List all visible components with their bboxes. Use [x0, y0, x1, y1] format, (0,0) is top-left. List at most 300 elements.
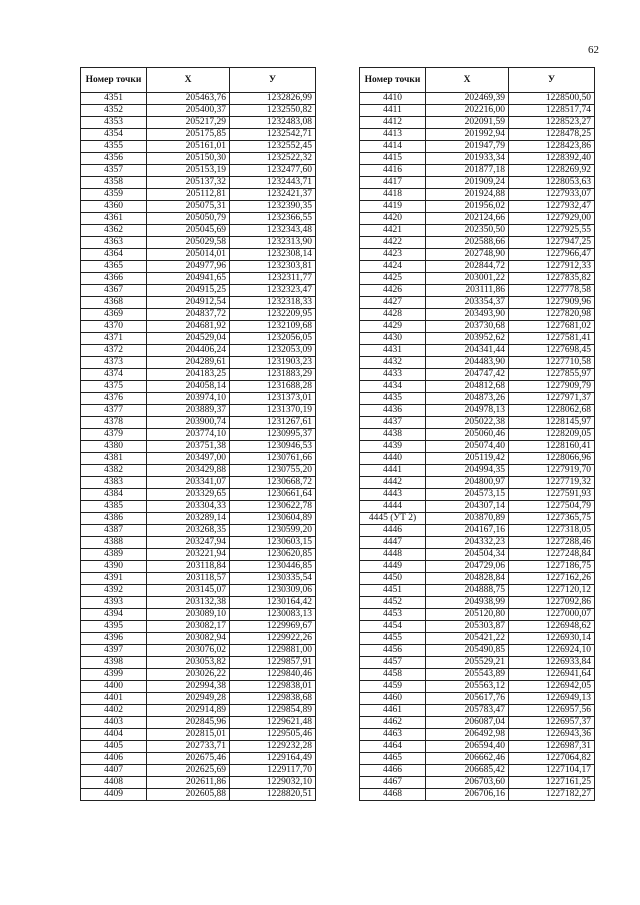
y-coordinate-cell: 1227365,75	[509, 513, 595, 525]
x-coordinate-cell: 205014,01	[147, 249, 230, 261]
point-number-cell: 4353	[81, 117, 147, 129]
x-coordinate-cell: 203289,14	[147, 513, 230, 525]
point-number-cell: 4423	[360, 249, 426, 261]
x-coordinate-cell: 203304,33	[147, 501, 230, 513]
point-number-cell: 4449	[360, 561, 426, 573]
table-row	[360, 309, 595, 321]
x-coordinate-cell: 204289,61	[147, 357, 230, 369]
y-coordinate-cell: 1231903,23	[230, 357, 316, 369]
table-row	[360, 297, 595, 309]
x-coordinate-cell: 204938,99	[426, 597, 509, 609]
x-coordinate-cell: 201924,88	[426, 189, 509, 201]
y-coordinate-cell: 1230446,85	[230, 561, 316, 573]
y-coordinate-cell: 1227909,96	[509, 297, 595, 309]
table-row	[360, 585, 595, 597]
y-coordinate-cell: 1230335,54	[230, 573, 316, 585]
y-coordinate-cell: 1230661,64	[230, 489, 316, 501]
x-coordinate-cell: 202091,59	[426, 117, 509, 129]
point-number-cell: 4354	[81, 129, 147, 141]
point-number-cell: 4453	[360, 609, 426, 621]
point-number-cell: 4434	[360, 381, 426, 393]
y-coordinate-cell: 1230946,53	[230, 441, 316, 453]
y-coordinate-cell: 1232421,37	[230, 189, 316, 201]
point-number-cell: 4430	[360, 333, 426, 345]
x-coordinate-cell: 205137,32	[147, 177, 230, 189]
y-coordinate-cell: 1226930,14	[509, 633, 595, 645]
table-row	[81, 201, 316, 213]
table-row	[81, 273, 316, 285]
point-number-cell: 4406	[81, 753, 147, 765]
x-coordinate-cell: 206594,40	[426, 741, 509, 753]
table-row	[81, 657, 316, 669]
point-number-cell: 4367	[81, 285, 147, 297]
x-coordinate-cell: 203076,02	[147, 645, 230, 657]
x-coordinate-cell: 204729,06	[426, 561, 509, 573]
y-coordinate-cell: 1226948,62	[509, 621, 595, 633]
x-coordinate-cell: 201956,02	[426, 201, 509, 213]
point-number-cell: 4371	[81, 333, 147, 345]
y-coordinate-cell: 1230083,13	[230, 609, 316, 621]
y-coordinate-cell: 1232109,68	[230, 321, 316, 333]
point-number-cell: 4385	[81, 501, 147, 513]
table-row	[360, 705, 595, 717]
x-coordinate-cell: 202844,72	[426, 261, 509, 273]
x-coordinate-cell: 202949,28	[147, 693, 230, 705]
table-row	[360, 489, 595, 501]
x-coordinate-cell: 203900,74	[147, 417, 230, 429]
y-coordinate-cell: 1230604,89	[230, 513, 316, 525]
x-coordinate-cell: 204800,97	[426, 477, 509, 489]
y-coordinate-cell: 1229032,10	[230, 777, 316, 789]
y-coordinate-cell: 1227909,79	[509, 381, 595, 393]
table-row	[360, 141, 595, 153]
point-number-cell: 4394	[81, 609, 147, 621]
y-coordinate-cell: 1232323,47	[230, 285, 316, 297]
point-number-cell: 4413	[360, 129, 426, 141]
point-number-cell: 4397	[81, 645, 147, 657]
table-row	[360, 477, 595, 489]
point-number-cell: 4424	[360, 261, 426, 273]
x-coordinate-cell: 202815,01	[147, 729, 230, 741]
point-number-cell: 4429	[360, 321, 426, 333]
x-coordinate-cell: 205400,37	[147, 105, 230, 117]
table-row	[360, 741, 595, 753]
header-x: X	[147, 68, 230, 93]
point-number-cell: 4455	[360, 633, 426, 645]
x-coordinate-cell: 205150,30	[147, 153, 230, 165]
y-coordinate-cell: 1228478,25	[509, 129, 595, 141]
y-coordinate-cell: 1227835,82	[509, 273, 595, 285]
table-row	[81, 225, 316, 237]
point-number-cell: 4464	[360, 741, 426, 753]
x-coordinate-cell: 202675,46	[147, 753, 230, 765]
point-number-cell: 4421	[360, 225, 426, 237]
point-number-cell: 4393	[81, 597, 147, 609]
point-number-cell: 4356	[81, 153, 147, 165]
x-coordinate-cell: 205563,12	[426, 681, 509, 693]
x-coordinate-cell: 205543,89	[426, 669, 509, 681]
y-coordinate-cell: 1226957,37	[509, 717, 595, 729]
x-coordinate-cell: 201947,79	[426, 141, 509, 153]
point-number-cell: 4463	[360, 729, 426, 741]
y-coordinate-cell: 1226957,56	[509, 705, 595, 717]
point-number-cell: 4401	[81, 693, 147, 705]
point-number-cell: 4442	[360, 477, 426, 489]
x-coordinate-cell: 202845,96	[147, 717, 230, 729]
table-row	[81, 261, 316, 273]
table-row	[81, 789, 316, 801]
point-number-cell: 4351	[81, 93, 147, 105]
x-coordinate-cell: 202588,66	[426, 237, 509, 249]
point-number-cell: 4466	[360, 765, 426, 777]
x-coordinate-cell: 204341,44	[426, 345, 509, 357]
table-row	[360, 153, 595, 165]
point-number-cell: 4366	[81, 273, 147, 285]
point-number-cell: 4384	[81, 489, 147, 501]
point-number-cell: 4440	[360, 453, 426, 465]
x-coordinate-cell: 203354,37	[426, 297, 509, 309]
table-header-row	[360, 68, 595, 93]
y-coordinate-cell: 1232522,32	[230, 153, 316, 165]
point-number-cell: 4468	[360, 789, 426, 801]
x-coordinate-cell: 206703,60	[426, 777, 509, 789]
table-row	[81, 297, 316, 309]
y-coordinate-cell: 1229969,67	[230, 621, 316, 633]
y-coordinate-cell: 1227855,97	[509, 369, 595, 381]
y-coordinate-cell: 1227681,02	[509, 321, 595, 333]
x-coordinate-cell: 204529,04	[147, 333, 230, 345]
x-coordinate-cell: 203221,94	[147, 549, 230, 561]
y-coordinate-cell: 1227933,07	[509, 189, 595, 201]
point-number-cell: 4407	[81, 765, 147, 777]
point-number-cell: 4416	[360, 165, 426, 177]
point-number-cell: 4408	[81, 777, 147, 789]
y-coordinate-cell: 1226949,13	[509, 693, 595, 705]
x-coordinate-cell: 202914,89	[147, 705, 230, 717]
table-row	[81, 369, 316, 381]
table-row	[360, 513, 595, 525]
x-coordinate-cell: 205060,46	[426, 429, 509, 441]
table-row	[360, 729, 595, 741]
y-coordinate-cell: 1227120,12	[509, 585, 595, 597]
point-number-cell: 4359	[81, 189, 147, 201]
x-coordinate-cell: 205303,87	[426, 621, 509, 633]
table-row	[360, 357, 595, 369]
table-row	[360, 549, 595, 561]
table-row	[360, 345, 595, 357]
y-coordinate-cell: 1227912,33	[509, 261, 595, 273]
table-row	[81, 177, 316, 189]
point-number-cell: 4437	[360, 417, 426, 429]
point-number-cell: 4382	[81, 465, 147, 477]
table-row	[81, 153, 316, 165]
point-number-cell: 4435	[360, 393, 426, 405]
table-row	[81, 345, 316, 357]
y-coordinate-cell: 1232311,77	[230, 273, 316, 285]
point-number-cell: 4439	[360, 441, 426, 453]
point-number-cell: 4441	[360, 465, 426, 477]
x-coordinate-cell: 203089,10	[147, 609, 230, 621]
table-row	[360, 405, 595, 417]
y-coordinate-cell: 1229840,46	[230, 669, 316, 681]
point-number-cell: 4414	[360, 141, 426, 153]
y-coordinate-cell: 1226924,10	[509, 645, 595, 657]
x-coordinate-cell: 206662,46	[426, 753, 509, 765]
table-row	[81, 765, 316, 777]
point-number-cell: 4438	[360, 429, 426, 441]
y-coordinate-cell: 1227504,79	[509, 501, 595, 513]
x-coordinate-cell: 205463,76	[147, 93, 230, 105]
point-number-cell: 4362	[81, 225, 147, 237]
point-number-cell: 4380	[81, 441, 147, 453]
x-coordinate-cell: 205153,19	[147, 165, 230, 177]
y-coordinate-cell: 1232552,45	[230, 141, 316, 153]
table-row	[360, 93, 595, 105]
x-coordinate-cell: 201933,34	[426, 153, 509, 165]
table-row	[81, 321, 316, 333]
point-number-cell: 4410	[360, 93, 426, 105]
y-coordinate-cell: 1232477,60	[230, 165, 316, 177]
x-coordinate-cell: 205617,76	[426, 693, 509, 705]
table-row	[81, 645, 316, 657]
x-coordinate-cell: 201909,24	[426, 177, 509, 189]
point-number-cell: 4360	[81, 201, 147, 213]
y-coordinate-cell: 1227092,86	[509, 597, 595, 609]
y-coordinate-cell: 1229922,26	[230, 633, 316, 645]
x-coordinate-cell: 202611,86	[147, 777, 230, 789]
header-point-number: Номер точки	[81, 68, 147, 93]
table-row	[360, 189, 595, 201]
point-number-cell: 4396	[81, 633, 147, 645]
y-coordinate-cell: 1232483,08	[230, 117, 316, 129]
point-number-cell: 4383	[81, 477, 147, 489]
x-coordinate-cell: 203497,00	[147, 453, 230, 465]
x-coordinate-cell: 205074,40	[426, 441, 509, 453]
point-number-cell: 4352	[81, 105, 147, 117]
y-coordinate-cell: 1229505,46	[230, 729, 316, 741]
table-row	[360, 765, 595, 777]
y-coordinate-cell: 1227186,75	[509, 561, 595, 573]
table-row	[360, 525, 595, 537]
point-number-cell: 4462	[360, 717, 426, 729]
point-number-cell: 4443	[360, 489, 426, 501]
table-row	[81, 537, 316, 549]
point-number-cell: 4454	[360, 621, 426, 633]
x-coordinate-cell: 206492,98	[426, 729, 509, 741]
point-number-cell: 4403	[81, 717, 147, 729]
table-row	[81, 525, 316, 537]
table-row	[81, 609, 316, 621]
table-row	[360, 441, 595, 453]
x-coordinate-cell: 203082,17	[147, 621, 230, 633]
header-y: У	[230, 68, 316, 93]
table-row	[81, 729, 316, 741]
y-coordinate-cell: 1227000,07	[509, 609, 595, 621]
point-number-cell: 4451	[360, 585, 426, 597]
point-number-cell: 4391	[81, 573, 147, 585]
point-number-cell: 4447	[360, 537, 426, 549]
y-coordinate-cell: 1229232,28	[230, 741, 316, 753]
table-row	[81, 105, 316, 117]
y-coordinate-cell: 1227719,32	[509, 477, 595, 489]
y-coordinate-cell: 1230761,66	[230, 453, 316, 465]
x-coordinate-cell: 206087,04	[426, 717, 509, 729]
point-number-cell: 4375	[81, 381, 147, 393]
table-row	[360, 285, 595, 297]
point-number-cell: 4389	[81, 549, 147, 561]
y-coordinate-cell: 1228062,68	[509, 405, 595, 417]
x-coordinate-cell: 203889,37	[147, 405, 230, 417]
point-number-cell: 4432	[360, 357, 426, 369]
table-row	[81, 597, 316, 609]
table-row	[360, 237, 595, 249]
table-row	[360, 261, 595, 273]
x-coordinate-cell: 205120,80	[426, 609, 509, 621]
point-number-cell: 4458	[360, 669, 426, 681]
x-coordinate-cell: 203001,22	[426, 273, 509, 285]
table-row	[360, 201, 595, 213]
y-coordinate-cell: 1226943,36	[509, 729, 595, 741]
x-coordinate-cell: 205045,69	[147, 225, 230, 237]
table-row	[360, 573, 595, 585]
y-coordinate-cell: 1227161,25	[509, 777, 595, 789]
table-row	[360, 177, 595, 189]
x-coordinate-cell: 204828,84	[426, 573, 509, 585]
y-coordinate-cell: 1228053,63	[509, 177, 595, 189]
x-coordinate-cell: 203730,68	[426, 321, 509, 333]
point-number-cell: 4355	[81, 141, 147, 153]
point-number-cell: 4465	[360, 753, 426, 765]
point-number-cell: 4431	[360, 345, 426, 357]
point-number-cell: 4381	[81, 453, 147, 465]
x-coordinate-cell: 203329,65	[147, 489, 230, 501]
y-coordinate-cell: 1227971,37	[509, 393, 595, 405]
y-coordinate-cell: 1232303,81	[230, 261, 316, 273]
y-coordinate-cell: 1227248,84	[509, 549, 595, 561]
x-coordinate-cell: 201877,18	[426, 165, 509, 177]
x-coordinate-cell: 203429,88	[147, 465, 230, 477]
y-coordinate-cell: 1229838,68	[230, 693, 316, 705]
table-row	[360, 249, 595, 261]
table-row	[360, 393, 595, 405]
y-coordinate-cell: 1227947,25	[509, 237, 595, 249]
y-coordinate-cell: 1229164,49	[230, 753, 316, 765]
table-row	[360, 597, 595, 609]
point-number-cell: 4370	[81, 321, 147, 333]
point-number-cell: 4404	[81, 729, 147, 741]
y-coordinate-cell: 1227925,55	[509, 225, 595, 237]
table-row	[81, 753, 316, 765]
x-coordinate-cell: 203118,57	[147, 573, 230, 585]
y-coordinate-cell: 1232390,35	[230, 201, 316, 213]
y-coordinate-cell: 1230620,85	[230, 549, 316, 561]
table-row	[360, 465, 595, 477]
y-coordinate-cell: 1229881,00	[230, 645, 316, 657]
y-coordinate-cell: 1227778,58	[509, 285, 595, 297]
point-number-cell: 4415	[360, 153, 426, 165]
point-number-cell: 4425	[360, 273, 426, 285]
table-row	[81, 249, 316, 261]
x-coordinate-cell: 204483,90	[426, 357, 509, 369]
y-coordinate-cell: 1227698,45	[509, 345, 595, 357]
point-number-cell: 4374	[81, 369, 147, 381]
table-row	[81, 453, 316, 465]
point-number-cell: 4377	[81, 405, 147, 417]
point-number-cell: 4361	[81, 213, 147, 225]
x-coordinate-cell: 203341,07	[147, 477, 230, 489]
table-row	[81, 117, 316, 129]
point-number-cell: 4387	[81, 525, 147, 537]
y-coordinate-cell: 1230603,15	[230, 537, 316, 549]
point-number-cell: 4399	[81, 669, 147, 681]
table-body-right	[360, 93, 595, 801]
x-coordinate-cell: 202350,50	[426, 225, 509, 237]
y-coordinate-cell: 1232542,71	[230, 129, 316, 141]
table-row	[81, 417, 316, 429]
table-row	[81, 477, 316, 489]
y-coordinate-cell: 1228066,96	[509, 453, 595, 465]
x-coordinate-cell: 203132,38	[147, 597, 230, 609]
x-coordinate-cell: 206706,16	[426, 789, 509, 801]
table-row	[81, 141, 316, 153]
header-y: У	[509, 68, 595, 93]
x-coordinate-cell: 202994,38	[147, 681, 230, 693]
point-number-cell: 4428	[360, 309, 426, 321]
y-coordinate-cell: 1231370,19	[230, 405, 316, 417]
x-coordinate-cell: 203111,86	[426, 285, 509, 297]
y-coordinate-cell: 1230164,42	[230, 597, 316, 609]
y-coordinate-cell: 1230309,06	[230, 585, 316, 597]
table-body-left	[81, 93, 316, 801]
point-number-cell: 4457	[360, 657, 426, 669]
y-coordinate-cell: 1227929,00	[509, 213, 595, 225]
x-coordinate-cell: 202625,69	[147, 765, 230, 777]
x-coordinate-cell: 202469,39	[426, 93, 509, 105]
table-row	[81, 357, 316, 369]
x-coordinate-cell: 205161,01	[147, 141, 230, 153]
header-point-number: Номер точки	[360, 68, 426, 93]
y-coordinate-cell: 1228517,74	[509, 105, 595, 117]
table-row	[360, 657, 595, 669]
x-coordinate-cell: 203774,10	[147, 429, 230, 441]
point-number-cell: 4419	[360, 201, 426, 213]
y-coordinate-cell: 1226941,64	[509, 669, 595, 681]
point-number-cell: 4390	[81, 561, 147, 573]
point-number-cell: 4448	[360, 549, 426, 561]
table-row	[81, 681, 316, 693]
x-coordinate-cell: 204941,65	[147, 273, 230, 285]
x-coordinate-cell: 204873,26	[426, 393, 509, 405]
x-coordinate-cell: 204994,35	[426, 465, 509, 477]
point-number-cell: 4358	[81, 177, 147, 189]
y-coordinate-cell: 1232443,71	[230, 177, 316, 189]
table-row	[81, 441, 316, 453]
x-coordinate-cell: 204183,25	[147, 369, 230, 381]
y-coordinate-cell: 1231883,29	[230, 369, 316, 381]
table-row	[360, 429, 595, 441]
table-row	[81, 189, 316, 201]
x-coordinate-cell: 204406,24	[147, 345, 230, 357]
y-coordinate-cell: 1229838,01	[230, 681, 316, 693]
table-row	[81, 585, 316, 597]
table-row	[81, 693, 316, 705]
x-coordinate-cell: 203053,82	[147, 657, 230, 669]
x-coordinate-cell: 204812,68	[426, 381, 509, 393]
y-coordinate-cell: 1226942,05	[509, 681, 595, 693]
y-coordinate-cell: 1227710,58	[509, 357, 595, 369]
point-number-cell: 4418	[360, 189, 426, 201]
y-coordinate-cell: 1230622,78	[230, 501, 316, 513]
